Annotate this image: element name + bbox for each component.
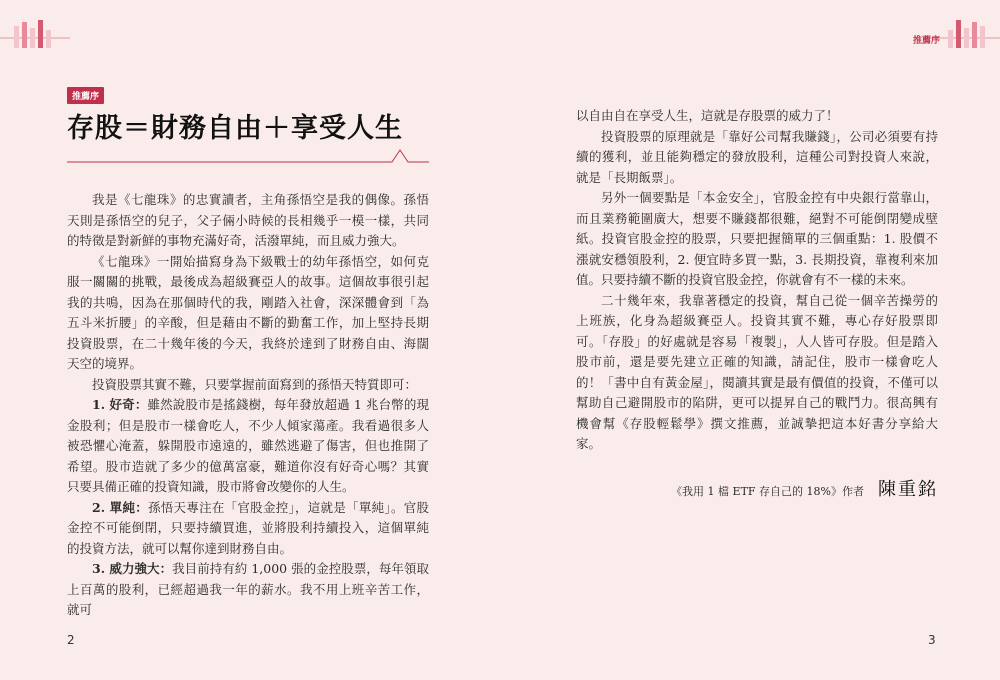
point-heading: 1. 好奇： xyxy=(92,397,148,412)
page-number: 3 xyxy=(928,633,936,647)
point-text: 雖然說股市是搖錢樹，每年發放超過 1 兆台幣的現金股利；但是股市一樣會吃人，不少人傾家蕩產。我看過很多人被恐懼心淹蓋，躲開股市遠遠的，雖然逃避了傷害，但也推開了希望。股市造就了多少的億萬富豪，難道你沒有好奇心嗎？其實只要具備正確的投資知識，股市將會改變你的人生。 xyxy=(67,397,429,494)
point-item xyxy=(67,498,429,560)
paragraph: 二十幾年來，我靠著穩定的投資，幫自己從一個辛苦操勞的上班族，化身為超級賽亞人。投資其實不難，專心存好股票即可。「存股」的好處就是容易「複製」，人人皆可存股。但是踏入股市前，還是要先建立正確的知識，請記住，股市一樣會吃人的！「書中自有黃金屋」，閱讀其實是最有價值的投資，不僅可以幫助自己避開股市的陷阱，更可以提昇自己的戰鬥力。很高興有機會幫《存股輕鬆學》撰文推薦，並誠摯把這本好書分享給大家。 xyxy=(576,292,938,451)
corner-bars-decoration xyxy=(930,0,1000,50)
point-heading: 2. 單純： xyxy=(92,499,148,515)
section-header-tag: 推薦序 xyxy=(912,36,940,46)
right-body-text xyxy=(576,106,938,455)
point-text: 孫悟天專注在「官股金控」，這就是「單純」。官股金控不可能倒閉，只要持續買進，並將股利持續投入，這個單純的投資方法，就可以幫你達到財務自由。 xyxy=(67,499,429,556)
paragraph: 另外一個要點是「本金安全」，官股金控有中央銀行當靠山，而且業務範圍廣大，想要不賺錢都很難，絕對不可能倒閉變成壁紙。投資官股金控的股票，只要把握簡單的三個重點：1. 股價不漲就安穩領股利，2. 便宜時多買一點，3. 長期投資，靠複利來加值。只要持續不斷的投資官股金控，你就會有不一樣的未來。 xyxy=(576,190,938,287)
point-heading: 3. 威力強大： xyxy=(92,561,173,576)
page-number: 2 xyxy=(67,633,75,647)
paragraph: 投資股票的原理就是「靠好公司幫我賺錢」，公司必須要有持續的獲利，並且能夠穩定的發放股利，這種公司對投資人來說，就是「長期飯票」。 xyxy=(576,128,938,185)
author-signature xyxy=(576,475,938,501)
author-credit: 《我用 1 檔 ETF 存自己的 18%》作者 xyxy=(671,485,864,498)
point-item xyxy=(67,395,429,498)
paragraph: 我是《七龍珠》的忠實讀者，主角孫悟空是我的偶像。孫悟天則是孫悟空的兒子，父子倆小時候的長相幾乎一模一樣，共同的特徵是對新鮮的事物充滿好奇，活潑單純，而且威力強大。 xyxy=(67,192,429,248)
paragraph-continuation: 以自由自在享受人生，這就是存股票的威力了！ xyxy=(576,108,839,123)
chapter-title: 存股＝財務自由＋享受人生 xyxy=(67,113,403,144)
section-badge: 推薦序 xyxy=(67,87,104,104)
left-body-text xyxy=(67,190,429,621)
point-item xyxy=(67,559,429,621)
point-text: 我目前持有約 1,000 張的金控股票，每年領取上百萬的股利，已經超過我一年的薪水。我不用上班辛苦工作，就可 xyxy=(67,561,430,617)
paragraph: 《七龍珠》一開始描寫身為下級戰士的幼年孫悟空，如何克服一關關的挑戰，最後成為超級賽亞人的故事。這個故事很引起我的共鳴，因為在那個時代的我，剛踏入社會，深深體會到「為五斗米折腰」的辛酸，但是藉由不斷的勤奮工作，加上堅持長期投資股票，在二十幾年後的今天，我終於達到了財務自由、海闊天空的境界。 xyxy=(67,253,429,371)
corner-bars-decoration xyxy=(0,0,70,50)
author-name: 陳重銘 xyxy=(878,479,938,500)
title-underline-decoration xyxy=(67,146,429,166)
paragraph: 投資股票其實不難，只要掌握前面寫到的孫悟天特質即可： xyxy=(92,376,418,392)
